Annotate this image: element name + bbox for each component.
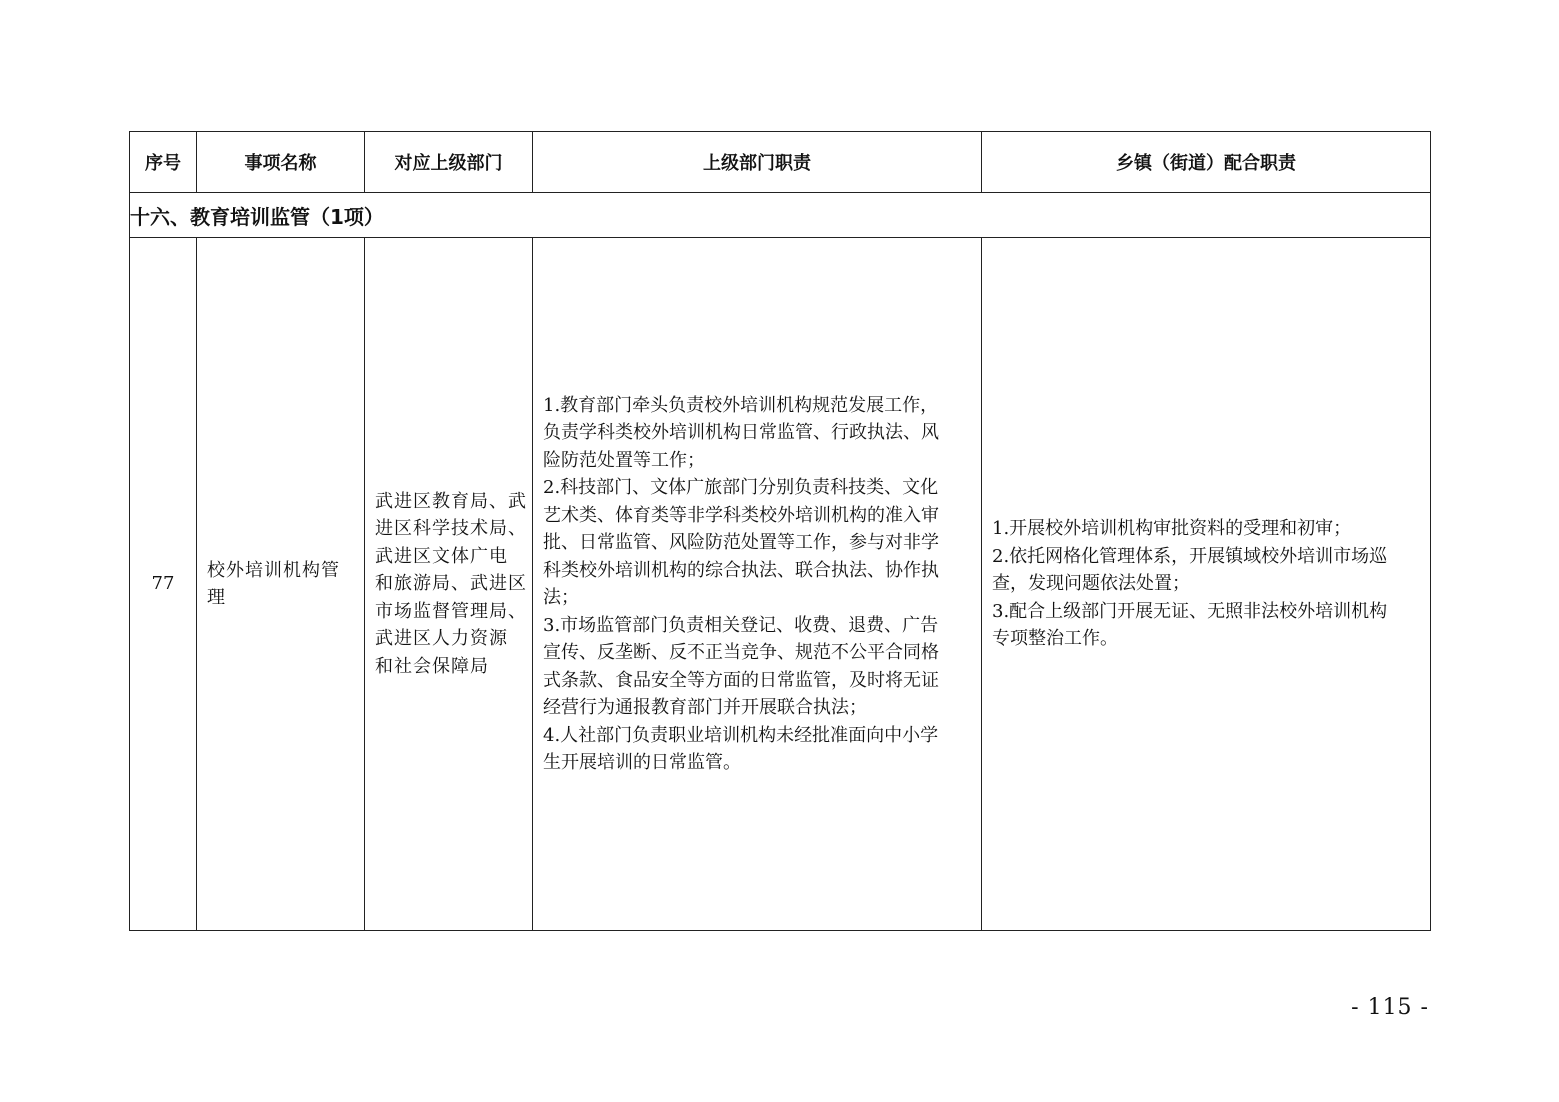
page-number: - 115 - <box>1351 995 1429 1020</box>
table-row <box>130 238 1431 931</box>
row-duty-line: 法； <box>543 587 579 608</box>
row-name <box>197 238 365 931</box>
row-coop-line: 3.配合上级部门开展无证、无照非法校外培训机构 <box>992 600 1388 622</box>
row-dept-line: 武进区人力资源 <box>375 628 508 650</box>
row-coop-line: 1.开展校外培训机构审批资料的受理和初审； <box>992 518 1352 540</box>
row-duty-line: 式条款、食品安全等方面的日常监管，及时将无证 <box>543 669 939 691</box>
row-duty <box>533 238 982 931</box>
header-duty: 上级部门职责 <box>533 132 982 193</box>
row-duty-line: 险防范处置等工作； <box>543 449 705 471</box>
row-dept <box>365 238 533 931</box>
section-row <box>130 193 1431 238</box>
row-coop-line: 2.依托网格化管理体系，开展镇域校外培训市场巡 <box>992 545 1388 567</box>
row-name-line: 校外培训机构管 <box>207 559 340 581</box>
header-seq: 序号 <box>130 132 197 193</box>
row-coop-line: 专项整治工作。 <box>992 628 1118 650</box>
row-duty-line: 负责学科类校外培训机构日常监管、行政执法、风 <box>543 422 939 443</box>
row-dept-line: 武进区教育局、武 <box>375 490 527 512</box>
row-dept-line: 进区科学技术局、 <box>375 518 527 540</box>
row-coop-line: 查，发现问题依法处置； <box>992 573 1190 595</box>
row-dept-line: 武进区文体广电 <box>375 545 508 567</box>
row-duty-line: 2.科技部门、文体广旅部门分别负责科技类、文化 <box>543 477 939 498</box>
header-row <box>130 132 1431 193</box>
row-duty-line: 批、日常监管、风险防范处置等工作，参与对非学 <box>543 532 939 553</box>
row-duty-line: 经营行为通报教育部门并开展联合执法； <box>543 697 867 718</box>
row-duty-line: 3.市场监管部门负责相关登记、收费、退费、广告 <box>543 614 939 636</box>
header-coop: 乡镇（街道）配合职责 <box>982 132 1431 193</box>
duty-table <box>129 131 1431 931</box>
header-dept: 对应上级部门 <box>365 132 533 193</box>
row-name-line: 理 <box>207 587 226 608</box>
row-seq: 77 <box>130 238 197 931</box>
row-duty-line: 艺术类、体育类等非学科类校外培训机构的准入审 <box>543 504 939 526</box>
row-duty-line: 1.教育部门牵头负责校外培训机构规范发展工作， <box>543 394 939 416</box>
row-coop <box>982 238 1431 931</box>
row-dept-line: 和社会保障局 <box>375 655 489 677</box>
row-dept-line: 和旅游局、武进区 <box>375 573 527 595</box>
header-name: 事项名称 <box>197 132 365 193</box>
row-duty-line: 4.人社部门负责职业培训机构未经批准面向中小学 <box>543 724 939 746</box>
row-dept-line: 市场监督管理局、 <box>375 600 527 622</box>
row-duty-line: 生开展培训的日常监管。 <box>543 752 741 773</box>
row-duty-line: 科类校外培训机构的综合执法、联合执法、协作执 <box>543 559 939 581</box>
row-duty-line: 宣传、反垄断、反不正当竞争、规范不公平合同格 <box>543 642 939 663</box>
section-title: 十六、教育培训监管（1项） <box>130 193 1431 238</box>
